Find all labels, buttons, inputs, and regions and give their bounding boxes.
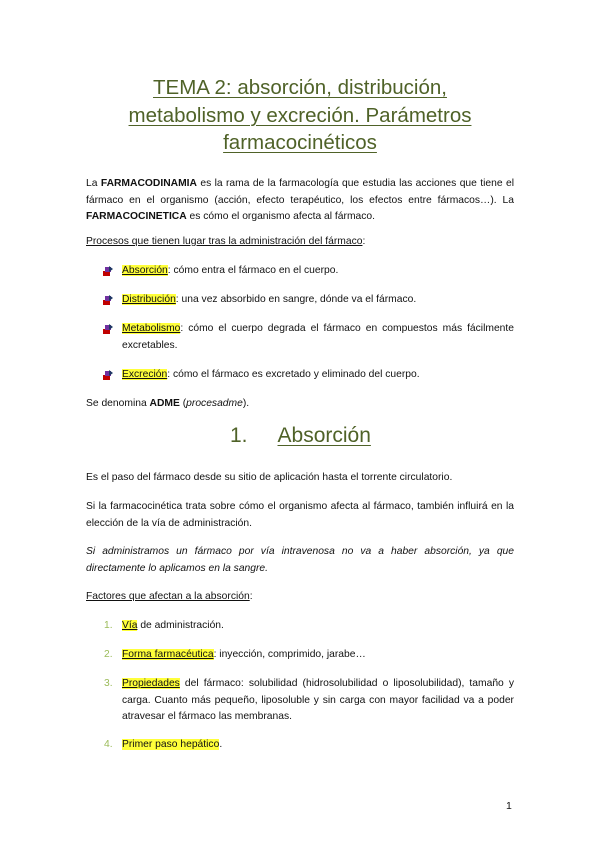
page-number: 1 (506, 800, 512, 812)
farmacodinamia-term: FARMACODINAMIA (100, 178, 197, 189)
bullet-arrow-icon (102, 369, 114, 381)
bullet-distribucion: Distribución: una vez absorbido en sangre, dónde va el fármaco. (104, 292, 514, 309)
section-number: 1. (230, 424, 248, 447)
absorcion-paragraph-1: Es el paso del fármaco desde su sitio de aplicación hasta el torrente circulatorio. (86, 472, 453, 483)
section-heading-absorcion (230, 424, 371, 448)
factor-item-3: 3. Propiedades del fármaco: solubilidad (hidrosolubilidad o liposolubilidad), tamaño y carga. Cuanto más pequeño, liposoluble y sin carga con mayor facilidad va a poder atravesar el fármaco las membranas. (104, 678, 514, 723)
bullet-term: Metabolismo (122, 323, 181, 334)
adme-paragraph: Se denomina ADME (procesadme). (86, 398, 250, 409)
list-number: 4. (104, 739, 113, 750)
bullet-arrow-icon (102, 323, 114, 335)
factor-item-1: 1. Vía de administración. (104, 618, 514, 635)
factores-heading: Factores que afectan a la absorción: (86, 591, 253, 602)
title-line-1: TEMA 2: absorción, distribución, (153, 76, 447, 99)
absorcion-paragraph-3: Si administramos un fármaco por vía intravenosa no va a haber absorción, ya que directamente lo aplicamos en la sangre. (86, 546, 514, 574)
title-line-2: metabolismo y excreción. Parámetros (128, 103, 472, 127)
list-number: 1. (104, 620, 113, 631)
absorcion-paragraph-2: Si la farmacocinética trata sobre cómo el organismo afecta al fármaco, también influirá en la elección de la vía de administración. (86, 501, 514, 529)
bullet-term: Excreción (122, 369, 168, 380)
bullet-term: Distribución (122, 294, 176, 305)
bullet-arrow-icon (102, 265, 114, 277)
bullet-absorcion: Absorción: cómo entra el fármaco en el cuerpo. (104, 263, 514, 280)
document-title (90, 74, 510, 157)
list-number: 3. (104, 678, 113, 689)
intro-paragraph: La FARMACODINAMIA es la rama de la farmacología que estudia las acciones que tiene el fármaco en el organismo (acción, efecto terapéutico, los efectos entre fármacos…). La FARMACOCINETICA es cómo el organismo afecta al fármaco. (86, 178, 514, 223)
list-number: 2. (104, 649, 113, 660)
adme-term: ADME (149, 398, 180, 409)
bullet-metabolismo: Metabolismo: cómo el cuerpo degrada el fármaco en compuestos más fácilmente excretables. (104, 321, 514, 354)
factor-item-4: 4. Primer paso hepático. (104, 737, 514, 754)
title-line-3: farmacocinéticos (223, 131, 377, 154)
bullet-arrow-icon (102, 294, 114, 306)
factor-item-2: 2. Forma farmacéutica: inyección, comprimido, jarabe… (104, 647, 514, 664)
bullet-term: Absorción (122, 265, 168, 276)
section-title: Absorción (277, 424, 371, 447)
procesos-heading: Procesos que tienen lugar tras la administración del fármaco: (86, 236, 366, 247)
bullet-excrecion: Excreción: cómo el fármaco es excretado y eliminado del cuerpo. (104, 367, 514, 384)
farmacocinetica-term: FARMACOCINETICA (86, 211, 187, 223)
